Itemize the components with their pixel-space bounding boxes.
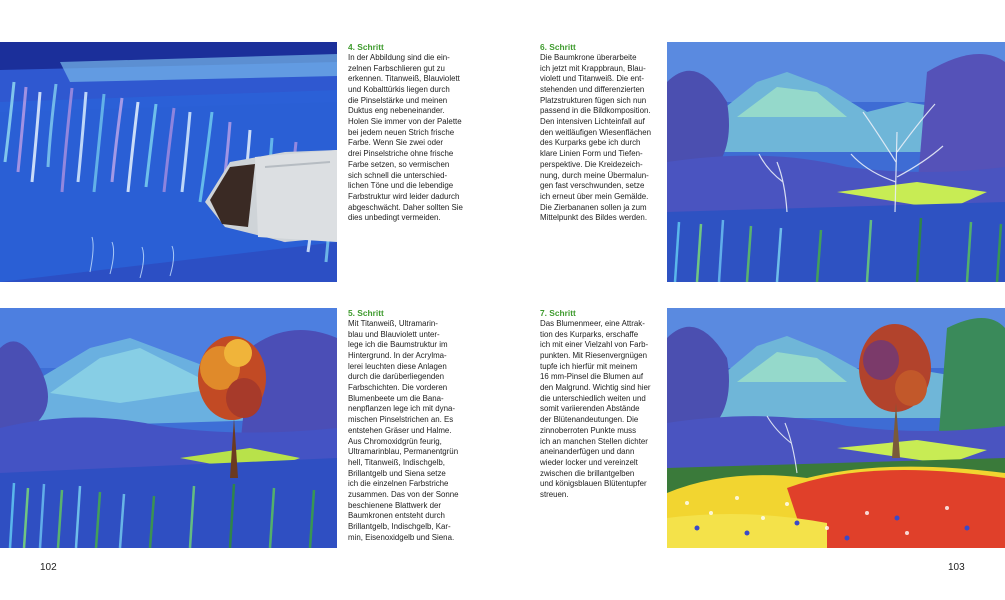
step-5-text [348, 308, 476, 544]
step-5-body: Mit Titanweiß, Ultramarin- blau und Blauviolett unter- lege ich die Baumstruktur im Hintergrund. In der Acrylma- lerei leuchten diese Anlagen durch die darüberliegenden Farbschichten. Die vorderen Blumenbeete um die Bana- nenpflanzen lege ich mit dyna- mischen Pinselstrichen an. Es entstehen Gräser und Halme. Aus Chromoxidgrün feurig, Ultramarinblau, Permanentgrün hell, Titanweiß, Indischgelb, Brillantgelb und Siena setze ich die einzelnen Farbstriche zusammen. Das von der Sonne beschienene Blattwerk der Baumkronen entsteht durch Brillantgelb, Indischgelb, Kar- min, Eisenoxidgelb und Siena. [348, 318, 459, 542]
step-7-title: 7. Schritt [540, 308, 576, 318]
step-4-text [348, 42, 476, 224]
step-7-body: Das Blumenmeer, eine Attrak- tion des Kurparks, erschaffe ich mit einer Vielzahl von Farb- punkten. Mit Riesenvergnügen tupfe ich hierfür mit meinem 16 mm-Pinsel die Blumen auf den Malgrund. Wichtig sind hier die unterschiedlich weiten und somit variierenden Abstände der Blütenandeutungen. Die zinnoberroten Punkte muss ich an manchen Stellen dichter aneinanderfügen und dann wieder locker und vereinzelt zwischen die brillantgelben und königsblauen Blütentupfer streuen. [540, 318, 651, 500]
step-7-photo [667, 308, 1005, 548]
step-6-text [540, 42, 668, 224]
step-4-body: In der Abbildung sind die ein- zelnen Farbschlieren gut zu erkennen. Titanweiß, Blauviolett und Kobalttürkis liegen durch die Pinselstärke und meinen Duktus eng nebeneinander. Holen Sie immer von der Palette bei jedem neuen Strich frische Farbe. Wenn Sie zwei oder drei Pinselstriche ohne frische Farbe setzen, so vermischen sich schnell die unterschied- lichen Töne und die lebendige Farbstruktur wird leider dadurch abgeschwächt. Daher sollten Sie dies unbedingt vermeiden. [348, 52, 463, 223]
step-4-title: 4. Schritt [348, 42, 384, 52]
page-number-left: 102 [40, 562, 57, 573]
step-4-photo [0, 42, 337, 282]
step-5-title: 5. Schritt [348, 308, 384, 318]
step-6-body: Die Baumkrone überarbeite ich jetzt mit Krappbraun, Blau- violett und Titanweiß. Die ent- stehenden und differenzierten Platzstrukturen fügen sich nun passend in die Bildkomposition. Den intensiven Lichteinfall auf den weitläufigen Wiesenflächen des Kurparks gebe ich durch klare Linien Form und Tiefen- perspektive. Die Kreidezeich- nung, durch meine Übermalun- gen fast verschwunden, setze ich erneut über mein Gemälde. Die Zierbananen sollen ja zum Mittelpunkt des Bildes werden. [540, 52, 651, 223]
step-7-text [540, 308, 668, 501]
step-5-photo [0, 308, 337, 548]
step-6-photo [667, 42, 1005, 282]
page-number-right: 103 [948, 562, 965, 573]
step-6-title: 6. Schritt [540, 42, 576, 52]
